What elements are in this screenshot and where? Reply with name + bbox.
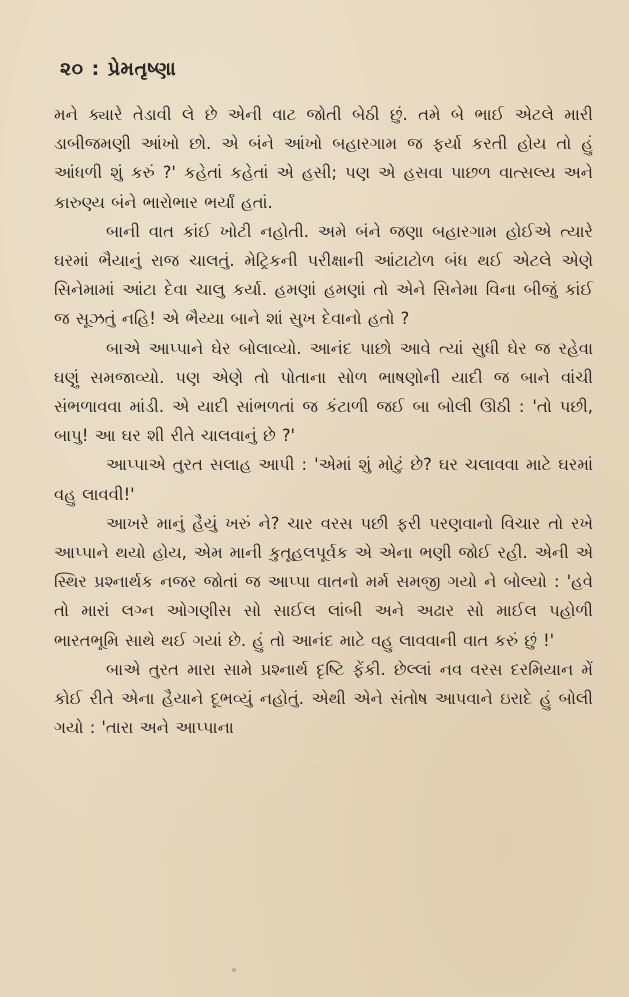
paragraph-6: બાએ તુરત મારા સામે પ્રશ્નાર્થ દૃષ્ટિ ફેંકી. છેલ્લાં નવ વરસ દરમિયાન મેં કોઈ રીતે એના હૈયાને દૂભવ્યું નહોતું. એથી એને સંતોષ આપવાને ઇરાદે હું બોલી ગયો : 'તારા અને આપ્પાના bbox=[54, 659, 593, 738]
paragraph-4: આપ્પાએ તુરત સલાહ આપી : 'એમાં શું મોટું છે? ઘર ચલાવવા માટે ઘરમાં વહુ લાવવી!' bbox=[54, 455, 593, 504]
header-separator: : bbox=[91, 58, 100, 80]
book-title: પ્રેમતૃષ્ણા bbox=[107, 58, 177, 80]
paragraph-2: બાની વાત કાંઈ ખોટી નહોતી. અમે બંને જણા બહારગામ હોઈએ ત્યારે ઘરમાં ભૈયાનું રાજ ચાલતું. મેટ્રિકની પરીક્ષાની આંટાટોળ બંધ થઈ એટલે એણે સિનેમામાં આંટા દેવા ચાલુ કર્યા. હમણાં હમણાં તો એને સિનેમા વિના બીજું કાંઈ જ સૂઝતું નહિ! એ ભૈય્યા બાને શાં સુખ દેવાનો હતો ? bbox=[54, 221, 593, 329]
running-head bbox=[60, 58, 593, 80]
paragraph-5: આખરે માનું હૈયું ખરું ને? ચાર વરસ પછી ફરી પરણવાનો વિચાર તો રખે આપ્પાને થયો હોય, એમ માની કુતૂહલપૂર્વક એ એના ભણી જોઈ રહી. એની એ સ્થિર પ્રશ્નાર્થક નજર જોતાં જ આપ્પા વાતનો મર્મ સમજી ગયો ને બોલ્યો : 'હવે તો મારાં લગ્ન ઓગણીસ સો સાઈલ લાંબી અને અઢાર સો માઈલ પહોળી ભારતભૂમિ સાથે થઈ ગયાં છે. હું તો આનંદ માટે વહુ લાવવાની વાત કરું છું !' bbox=[54, 513, 593, 650]
paragraph-1: મને ક્યારે તેડાવી લે છે એની વાટ જોતી બેઠી છું. તમે બે ભાઈ એટલે મારી ડાબીજમણી આંખો છો. એ બંને આંખો બહારગામ જ ફર્યા કરતી હોય તો હું આંધળી શું કરું ?' કહેતાં કહેતાં એ હસી; પણ એ હસવા પાછળ વાત્સલ્ય અને કારુણ્ય બંને ભારોભાર ભર્યાં હતાં. bbox=[54, 105, 593, 212]
page-number: ૨૦ bbox=[60, 58, 84, 80]
paragraph-3: બાએ આપ્પાને ઘેર બોલાવ્યો. આનંદ પાછો આવે ત્યાં સુધી ઘેર જ રહેવા ઘણું સમજાવ્યો. પણ એણે તો પોતાના સોળ ભાષણોની યાદી જ બાને વાંચી સંભળાવવા માંડી. એ યાદી સાંભળતાં જ કંટાળી જઈ બા બોલી ઊઠી : 'તો પછી, બાપુ! આ ઘર શી રીતે ચાલવાનું છે ?' bbox=[54, 338, 593, 446]
paper-spot bbox=[232, 968, 236, 972]
